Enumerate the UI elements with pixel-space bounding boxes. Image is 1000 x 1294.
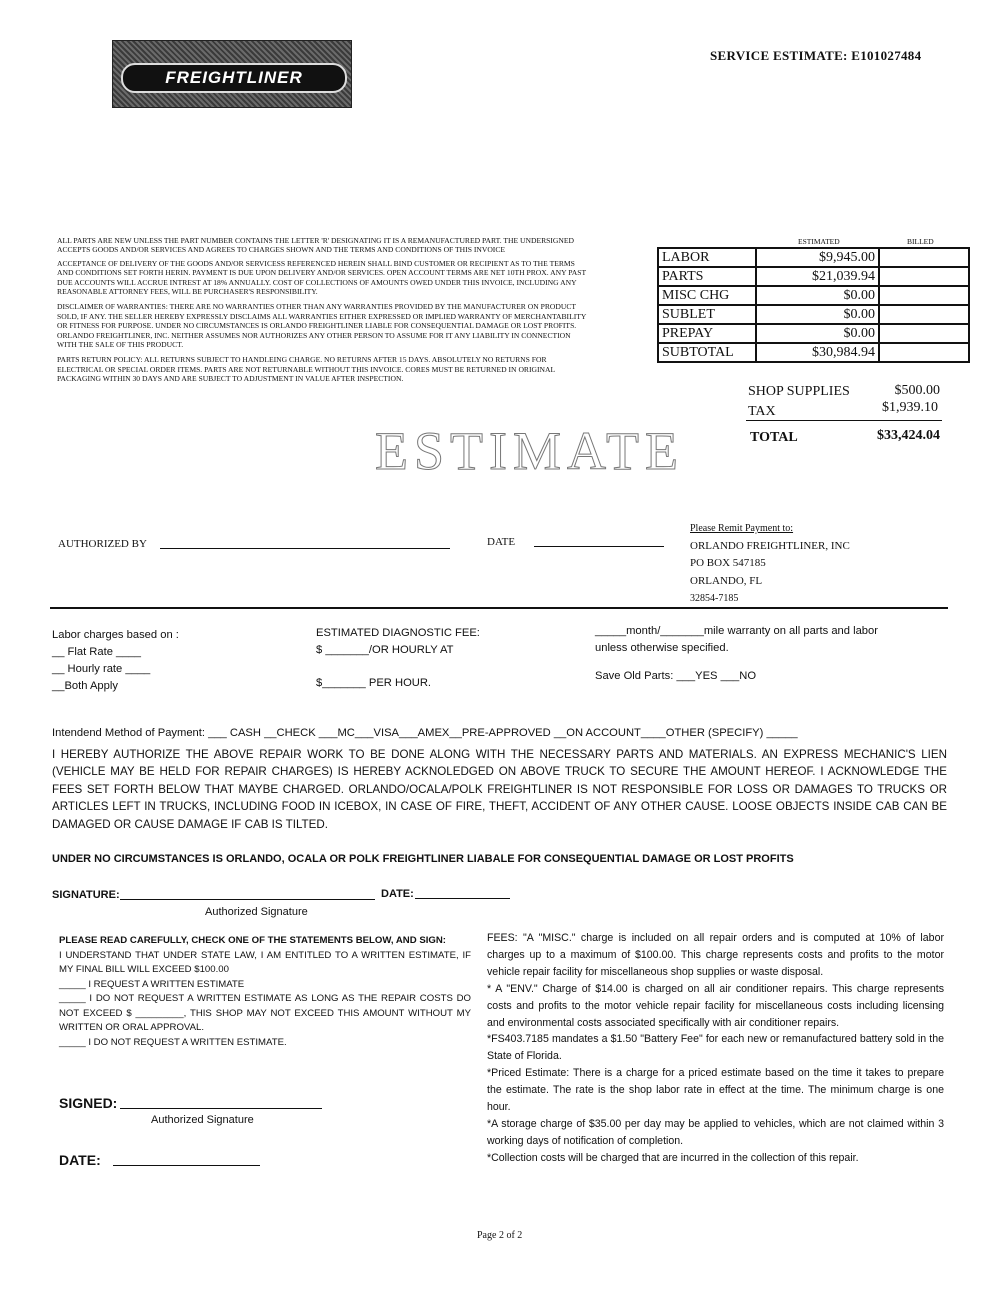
tax-underline (746, 420, 942, 421)
signed-date-line[interactable] (113, 1165, 260, 1166)
summary-estimated: $0.00 (756, 305, 879, 324)
signed-label: SIGNED: (59, 1095, 118, 1111)
signature-date-line[interactable] (415, 898, 510, 899)
signature-line[interactable] (120, 899, 375, 900)
shop-supplies-label: SHOP SUPPLIES (748, 384, 850, 399)
battery-fee: *FS403.7185 mandates a $1.50 "Battery Fee" for each new or remanufactured battery sold in the State of Florida. (487, 1033, 944, 1063)
signed-caption: Authorized Signature (151, 1114, 254, 1126)
written-estimate-block (59, 934, 471, 1050)
misc-fee: FEES: "A "MISC." charge is included on all repair orders and is computed at 10% of labor charges up to a maximum of $100.00. This charge represents costs and profits to the motor vehicle repair facility for miscellaneous shop supplies or waste disposal. (487, 932, 944, 978)
authorized-by-line[interactable] (160, 548, 450, 549)
summary-row (658, 248, 969, 267)
summary-row (658, 286, 969, 305)
labor-heading: Labor charges based on : (52, 629, 179, 641)
terms-fine-print (57, 236, 587, 388)
summary-row (658, 324, 969, 343)
summary-estimated: $9,945.00 (756, 248, 879, 267)
tax-label: TAX (748, 404, 776, 419)
authorized-by-label: AUTHORIZED BY (58, 538, 147, 550)
terms-paragraph: ACCEPTANCE OF DELIVERY OF THE GOODS AND/OR SERVICESS REFERENCED HEREIN SHALL BIND CUSTOMER OR RECIPIENT AS TO THE TERMS AND CONDITIONS SET FORTH HERIN. PAYMENT IS DUE UPON DELIVERY AND/OR SERVICES. OPEN ACCOUNT TERMS ARE NET 10TH PROX. ANY PAST DUE ACCOUNTS WILL ACCRUE INTREST AT 18% ANNUALLY. COST OF COLLECTIONS OF AMOUNTS OWED UNDER THIS INVOICE, INCLUDING ANY REASONABLE ATTORNEY FEES, WILL BE PURCHASER'S RESPONSIBILITY. (57, 258, 586, 297)
remit-line: PO BOX 547185 (690, 557, 766, 569)
summary-billed (879, 324, 969, 343)
signed-date-label: DATE: (59, 1152, 101, 1168)
logo-text: FREIGHTLINER (165, 68, 303, 87)
written-estimate-intro: I UNDERSTAND THAT UNDER STATE LAW, I AM ENTITLED TO A WRITTEN ESTIMATE, IF MY FINAL BILL WILL EXCEED $100.00 (59, 949, 471, 975)
both-apply-option[interactable]: __Both Apply (52, 680, 118, 692)
summary-row (658, 267, 969, 286)
summary-billed (879, 286, 969, 305)
summary-billed (879, 267, 969, 286)
summary-billed (879, 248, 969, 267)
summary-label: PARTS (658, 267, 756, 286)
collection-fee: *Collection costs will be charged that are incurred in the collection of this repair. (487, 1151, 859, 1164)
remit-line: ORLANDO, FL (690, 574, 763, 587)
summary-estimated: $0.00 (756, 324, 879, 343)
summary-row (658, 343, 969, 362)
summary-estimated: $0.00 (756, 286, 879, 305)
storage-fee: *A storage charge of $35.00 per day may be applied to vehicles, which are not claimed within 3 working days of notification of completion. (487, 1117, 944, 1147)
diagnostic-fee-hourly[interactable]: $ _______/OR HOURLY AT (316, 644, 454, 656)
signature-caption: Authorized Signature (205, 906, 308, 918)
remit-line: ORLANDO FREIGHTLINER, INC (690, 539, 850, 552)
summary-estimated: $21,039.94 (756, 267, 879, 286)
terms-paragraph: PARTS RETURN POLICY: ALL RETURNS SUBJECT TO HANDLEING CHARGE. NO RETURNS AFTER 15 DAYS. ABSOLUTELY NO RETURNS FOR ELECTRICAL OR SPECIAL ORDER ITEMS. PARTS ARE NOT RETURNABLE WITHOUT THIS INVOICE. CORES MUST BE RETURNED IN ORIGINAL PACKAGING WITHIN 30 DAYS AND ARE SUBJECT TO ADJUSTMENT IN VALUE AFTER INSPECTION. (57, 355, 555, 384)
billed-column-header: BILLED (907, 237, 934, 246)
liability-disclaimer: UNDER NO CIRCUMSTANCES IS ORLANDO, OCALA OR POLK FREIGHTLINER LIABALE FOR CONSEQUENTIAL DAMAGE OR LOST PROFITS (52, 853, 794, 865)
fees-block (487, 930, 944, 1167)
env-fee: * A "ENV." Charge of $14.00 is charged on all air conditioner repairs. This charge represents costs and profits to the motor vehicle repair facility for miscellaneous costs including licensing and environmental costs associated specifically with air conditioner repairs. (487, 982, 944, 1029)
section-divider (50, 607, 948, 609)
diagnostic-fee-per-hour[interactable]: $_______ PER HOUR. (316, 677, 432, 689)
no-estimate-limit-option[interactable]: _____ I DO NOT REQUEST A WRITTEN ESTIMATE AS LONG AS THE REPAIR COSTS DO NOT EXCEED $ _________, THIS SHOP MAY NOT EXCEED THIS AMOUNT WITHOUT MY WRITTEN OR ORAL APPROVAL. (59, 993, 471, 1033)
page-number: Page 2 of 2 (477, 1230, 523, 1241)
total-value: $33,424.04 (877, 428, 940, 443)
labor-charges-block (52, 627, 179, 695)
payment-method[interactable]: Intendend Method of Payment: ___ CASH __CHECK ___MC___VISA___AMEX__PRE-APPROVED __ON ACCOUNT____OTHER (SPECIFY) _____ (52, 727, 798, 739)
summary-label: PREPAY (658, 324, 756, 343)
date-line[interactable] (534, 546, 664, 547)
summary-row (658, 305, 969, 324)
priced-estimate-fee: *Priced Estimate: There is a charge for a priced estimate based on the time it takes to prepare the estimate. The rate is the shop labor rate in effect at the time. The minimum charge is one hour. (487, 1067, 944, 1114)
request-estimate-option[interactable]: _____ I REQUEST A WRITTEN ESTIMATE (59, 978, 245, 990)
remit-address (690, 520, 850, 608)
signed-line[interactable] (120, 1108, 322, 1109)
terms-paragraph: ALL PARTS ARE NEW UNLESS THE PART NUMBER CONTAINS THE LETTER 'R' DESIGNATING IT IS A REMANUFACTURED PART. THE UNDERSIGNED ACCEPTS GOODS AND/OR SERVICES AND AGREES TO CHARGES SHOWN AND THE TERMS AND CONDITIONS OF THIS INVOICE (57, 236, 575, 255)
warranty-note: unless otherwise specified. (595, 642, 729, 654)
tax-value: $1,939.10 (882, 400, 938, 415)
date-label: DATE (487, 536, 516, 548)
warranty-line[interactable]: _____month/_______mile warranty on all parts and labor (595, 625, 878, 637)
summary-billed (879, 343, 969, 362)
shop-supplies-value: $500.00 (894, 383, 940, 398)
terms-paragraph: DISCLAIMER OF WARRANTIES: THERE ARE NO WARRANTIES OTHER THAN ANY WARRANTIES PROVIDED BY THE MANUFACTURER ON PRODUCT SOLD, IF ANY. THE SELLER HEREBY EXPRESSLY DISCLAIMS ALL WARRANTIES EITHER EXPRESSED OR IMPLIED WARRANTY OF MERCHANTABILITY OR FITNESS FOR PURPOSE. UNDER NO CIRCUMSTANCES IS ORLANDO FREIGHTLINER LIABLE FOR CONSEQUENTIAL DAMAGE OR LOST PROFITS. ORLANDO FREIGHTLINER, INC. NEITHER ASSUMES NOR AUTHORIZES ANY OTHER PERSON TO ASSUME FOR IT ANY LIABILITY IN CONNECTION WITH THE SALE OF THIS PRODUCT. (57, 302, 587, 350)
authorization-statement: I HEREBY AUTHORIZE THE ABOVE REPAIR WORK TO BE DONE ALONG WITH THE NECESSARY PARTS AND MATERIALS. AN EXPRESS MECHANIC'S LIEN (VEHICLE MAY BE HELD FOR REPAIR CHARGES) IS HEREBY ACKNOLEDGED ON ABOVE TRUCK TO SECURE THE AMOUNT HEREOF. I ACKNOWLEDGE THE FEES SET FORTH BELOW THAT MAYBE CHARGED. ORLANDO/OCALA/POLK FREIGHTLINER IS NOT RESPONSIBLE FOR LOSS OR DAMAGES TO TRUCKS OR ARTICLES LEFT IN TRUCKS, INCLUDING FOOD IN ICEBOX, IN CASE OF FIRE, THEFT, ACCIDENT OF ANY OTHER CAUSE. LOOSE OBJECTS INSIDE CAB CAN BE DAMAGED OR CAUSE DAMAGE IF CAB IS TILTED. (52, 748, 947, 831)
save-old-parts[interactable]: Save Old Parts: ___YES ___NO (595, 670, 757, 682)
charges-summary-table (657, 247, 970, 363)
summary-label: LABOR (658, 248, 756, 267)
freightliner-logo (112, 40, 352, 108)
summary-label: MISC CHG (658, 286, 756, 305)
flat-rate-option[interactable]: __ Flat Rate ____ (52, 646, 141, 658)
written-estimate-heading: PLEASE READ CAREFULLY, CHECK ONE OF THE STATEMENTS BELOW, AND SIGN: (59, 935, 446, 946)
estimated-column-header: ESTIMATED (798, 237, 840, 246)
estimate-stamp: ESTIMATE (375, 421, 684, 481)
no-estimate-option[interactable]: _____ I DO NOT REQUEST A WRITTEN ESTIMATE. (59, 1036, 287, 1048)
total-label: TOTAL (750, 430, 798, 445)
hourly-rate-option[interactable]: __ Hourly rate ____ (52, 663, 151, 675)
signature-label: SIGNATURE: (52, 889, 120, 901)
summary-label: SUBLET (658, 305, 756, 324)
remit-heading: Please Remit Payment to: (690, 523, 794, 534)
signature-date-label: DATE: (381, 888, 414, 900)
summary-billed (879, 305, 969, 324)
summary-estimated: $30,984.94 (756, 343, 879, 362)
remit-line: 32854-7185 (690, 593, 739, 604)
logo-badge (121, 63, 347, 93)
summary-label: SUBTOTAL (658, 343, 756, 362)
diagnostic-fee-heading: ESTIMATED DIAGNOSTIC FEE: (316, 627, 480, 639)
service-estimate-number: SERVICE ESTIMATE: E101027484 (710, 48, 922, 63)
